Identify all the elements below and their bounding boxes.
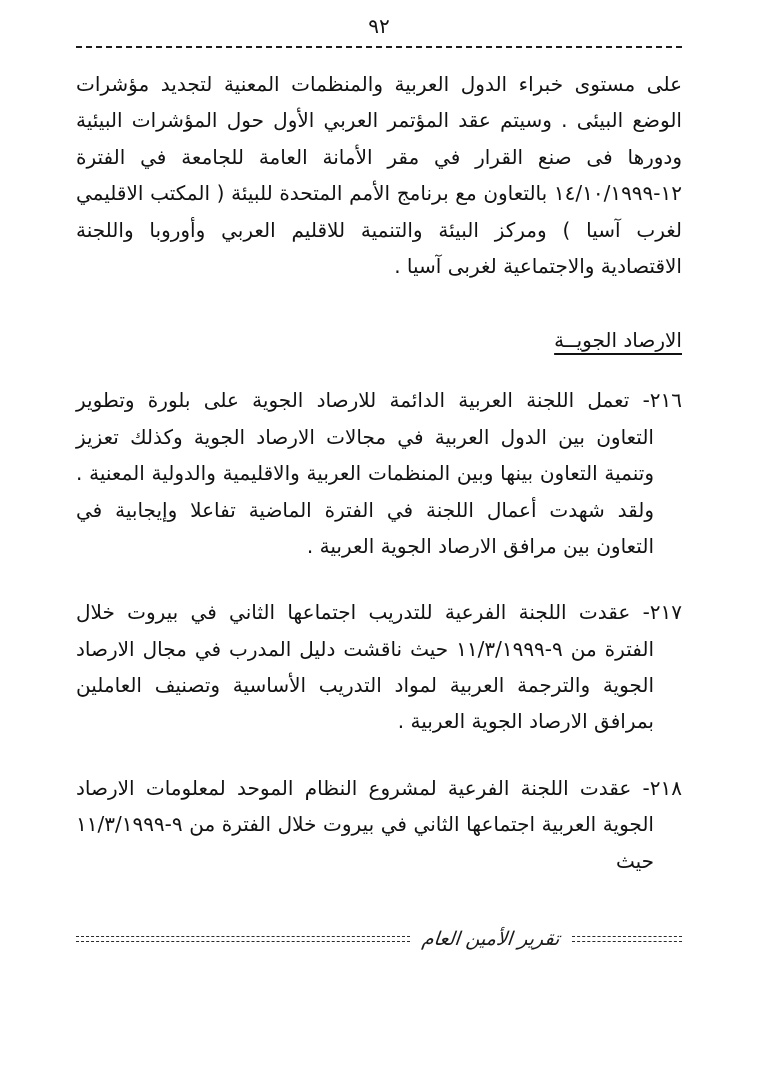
intro-paragraph: على مستوى خبراء الدول العربية والمنظمات المعنية لتجديد مؤشرات الوضع البيئى . وسيتم عقد المؤتمر العربي الأول حول المؤشرات البيئية ودورها فى صنع القرار في مقر الأمانة العامة للجامعة في الفترة ١٢-١٤/١٠/١٩٩٩ بالتعاون مع برنامج الأمم المتحدة للبيئة ( المكتب الاقليمي لغرب آسيا ) ومركز البيئة والتنمية للاقليم العربي وأوروبا واللجنة الاقتصادية والاجتماعية لغربى آسيا . <box>76 72 682 278</box>
footer-divider-left <box>76 936 410 942</box>
top-divider <box>76 46 682 48</box>
item-number: ٢١٧- <box>642 600 683 625</box>
item-text: عقدت اللجنة الفرعية لمشروع النظام الموحد لمعلومات الارصاد الجوية العربية اجتماعها الثاني في بيروت خلال الفترة من ٩-١١/٣/١٩٩٩ حيث <box>76 775 654 873</box>
footer-divider-right <box>572 936 682 942</box>
item-text: تعمل اللجنة العربية الدائمة للارصاد الجوية على بلورة وتطوير التعاون بين الدول العربية في مجالات الارصاد الجوية وكذلك تعزيز وتنمية التعاون بينها وبين المنظمات العربية والاقليمية والدولية المعنية . ولقد شهدت أعمال اللجنة في الفترة الماضية تفاعلا وإيجابية في التعاون بين مرافق الارصاد الجوية العربية . <box>76 388 654 558</box>
item-number: ٢١٦- <box>642 388 683 413</box>
item-text: عقدت اللجنة الفرعية للتدريب اجتماعها الثاني في بيروت خلال الفترة من ٩-١١/٣/١٩٩٩ حيث ناقشت دليل المدرب في مجال الارصاد الجوية والترجمة العربية لمواد التدريب الأساسية وتصنيف العاملين بمرافق الارصاد الجوية العربية . <box>76 600 654 734</box>
numbered-paragraph-218 <box>76 770 682 879</box>
section-heading-row <box>76 328 682 352</box>
numbered-paragraph-217 <box>76 594 682 740</box>
footer-signature-row <box>76 928 682 950</box>
document-body <box>76 66 682 879</box>
item-number: ٢١٨- <box>642 775 682 800</box>
section-heading: الارصاد الجويــة <box>554 328 682 353</box>
numbered-paragraph-216 <box>76 382 682 564</box>
page-number: ٩٢ <box>368 14 390 38</box>
signature-text: تقرير الأمين العام <box>421 928 562 950</box>
